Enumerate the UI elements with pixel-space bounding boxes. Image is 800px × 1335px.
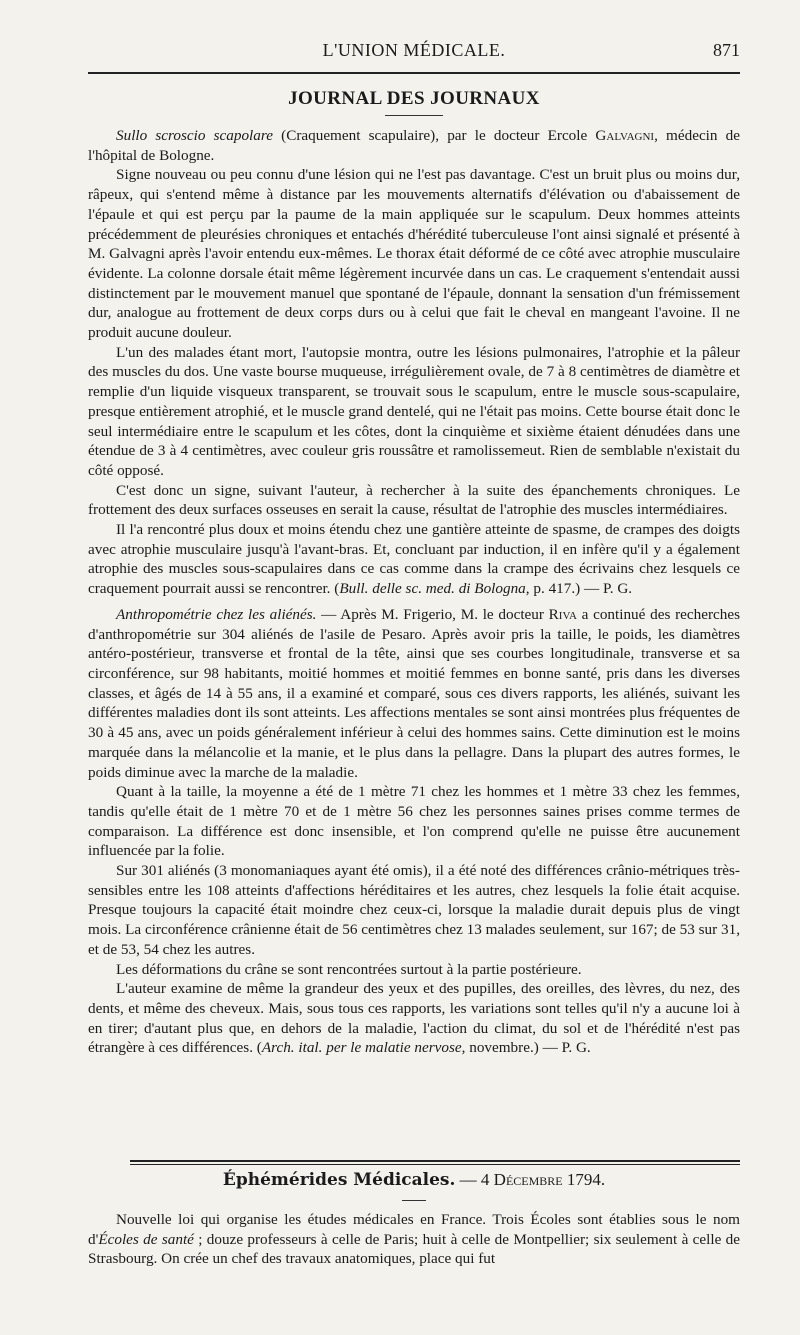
header-rule (88, 72, 740, 74)
article1-title-rest: (Craquement scapulaire), par le docteur Ercole (272, 127, 596, 144)
ephemerides-p1-a: Nouvelle loi qui organise les études médicales en France. Trois Écoles sont établies sous le nom d' (88, 1211, 740, 1248)
ephemerides-title-day: — 4 (455, 1170, 494, 1189)
article1-paragraph-4 (88, 520, 740, 599)
article1-paragraph-2: L'un des malades étant mort, l'autopsie montra, outre les lésions pulmonaires, l'atrophie et la pâleur des muscles du dos. Une vaste bourse muqueuse, irrégulièrement ovale, de 7 à 8 centimètres de diamètre et remplie d'un liquide visqueux transparent, se trouvait sous le scapulum, entre le muscle sous-scapulaire, presque entièrement atrophié, et le muscle grand dentelé, qui ne l'était pas moins. Cette bourse était donc le seul intermédiaire entre le scapulum et les côtes, dont la cinquième et sixième étaient dénudées dans une étendue de 3 à 4 centimètres, avec couleur gris roussâtre et ramolissemeut. Rien de semblable n'existait du côté opposé. (88, 343, 740, 479)
article1-p4-text: Il l'a rencontré plus doux et moins étendu chez une gantière atteinte de spasme, de crampes des doigts avec atrophie musculaire jusqu'à l'avant-bras. Et, concluant par induction, il en infère qu'il y a également atrophie des muscles sous-scapulaires dans ce cas comme dans la crampe des écrivains chez lesquels ce craquement pourrait aussi se rencontrer. ( (88, 521, 740, 598)
article1-citation: Bull. delle sc. med. di Bologna (339, 580, 526, 598)
ephemerides-rule (402, 1200, 426, 1201)
section-end-rule-thick (130, 1160, 740, 1162)
article1-paragraph-1: Signe nouveau ou peu connu d'une lésion qui ne l'est pas davantage. C'est un bruit plus ou moins dur, râpeux, qui s'entend même à distance par les mouvements alternatifs d'élévation ou d'abaissement de l'épaule et qui est perçu par la paume de la main appliquée sur le scapulum. Deux hommes atteints précédemment de pleurésies chroniques et entachés d'hérédité tuberculeuse l'ont ainsi signalé et présenté à M. Galvagni après l'avoir entendu eux-mêmes. Le thorax était déformé de ce côté avec atrophie musculaire évidente. La colonne dorsale était même légèrement incurvée dans un cas. Le craquement s'entendait aussi distinctement par le mouvement manuel que spontané de l'épaule, donnant la sensation d'un frémissement dur, analogue au frottement de deux corps durs ou à celui que fait le cheval en mangeant l'avoine. Il ne produit aucune douleur. (88, 166, 740, 342)
article2-title: Anthropométrie chez les aliénés. (116, 605, 317, 623)
page-number: 871 (713, 40, 740, 60)
article2-citation: Arch. ital. per le malatie nervose (261, 1039, 462, 1057)
article1-author: Galvagni (595, 127, 655, 144)
article2-paragraph-5 (88, 979, 740, 1058)
article2-paragraph-3: Sur 301 aliénés (3 monomaniaques ayant été omis), il a été noté des différences crânio-métriques très-sensibles entre les 108 atteints d'affections héréditaires et les autres, chez lesquels la folie était acquise. Presque toujours la capacité était moindre chez ceux-ci, lorsque la maladie durait depuis plus de vingt mois. La circonférence crânienne était de 56 centimètres chez 13 malades seulement, sur 167; de 53 sur 31, et de 53, 54 chez les autres. (88, 862, 740, 958)
article2-lead: — Après M. Frigerio, M. le docteur (316, 605, 549, 623)
article1-title: Sullo scroscio scapolare (116, 127, 273, 144)
article2-paragraph-4: Les déformations du crâne se sont rencontrées surtout à la partie postérieure. (116, 960, 582, 978)
article1-paragraph-3: C'est donc un signe, suivant l'auteur, à rechercher à la suite des épanchements chroniques. Le frottement des deux surfaces osseuses en serait la cause, résultat de l'atrophie des muscles intermédiaires. (88, 481, 740, 519)
ephemerides-p1-italic: Écoles de santé (98, 1230, 194, 1248)
ephemerides-body (88, 1210, 740, 1269)
article2-paragraph-1 (88, 605, 740, 782)
running-title: L'UNION MÉDICALE. (322, 40, 506, 60)
article2-p5-text: L'auteur examine de même la grandeur des yeux et des pupilles, des oreilles, des lèvres, du nez, des dents, et même des cheveux. Mais, sous tous ces rapports, les variations sont telles qu'il n'y a aucune loi à en tirer; d'autant plus que, en dehors de la maladie, l'action du climat, du sol et de l'hérédité n'est pas étrangère à ces différences. ( (88, 980, 740, 1057)
ephemerides-title-bold: Éphémérides Médicales. (222, 1170, 456, 1190)
ephemerides-p1-b: ; douze professeurs à celle de Paris; huit à celle de Montpellier; six seulement à celle de Strasbourg. On crée un chef des travaux anatomiques, place qui fut (88, 1230, 740, 1268)
article1-p4-end: , p. 417.) — P. G. (525, 580, 633, 598)
section-end-rule-thin (130, 1164, 740, 1165)
section-title: JOURNAL DES JOURNAUX (288, 88, 540, 109)
article-body (88, 126, 740, 1058)
title-underline (385, 115, 443, 116)
ephemerides-title (88, 1170, 740, 1190)
article1-heading (88, 126, 740, 165)
article1-title-end: , médecin de l'hôpital de Bologne. (88, 127, 741, 164)
article2-author: Riva (548, 605, 577, 623)
article2-p1-text: a continué des recherches d'anthropométrie sur 304 aliénés de l'asile de Pesaro. Après avoir pris la taille, le poids, les diamètres antéro-postérieur, transverse et frontal de la tête, ainsi que ses courbes longitudinale, transverse et sa circonférence, sur 98 habitants, moitié hommes et moitié femmes en bonne santé, pris dans les diverses classes, et âgés de 14 à 55 ans, il a examiné et comparé, sous ces divers rapports, les aliénés, suivant les différentes maladies dont ils sont atteints. Les affections mentales se sont ainsi montrées plus fréquentes de 30 à 45 ans, avec un poids généralement inférieur à celui des hommes sains. Cette diminution est le moins marquée dans la mélancolie et la manie, et le plus dans la pellagre. Dans la plupart des autres formes, le poids diminue avec la marche de la maladie. (88, 605, 740, 781)
article2-p5-end: , novembre.) — P. G. (461, 1039, 591, 1057)
page-header (88, 40, 740, 64)
ephemerides-paragraph-1 (88, 1210, 740, 1269)
ephemerides-title-year: 1794. (562, 1170, 606, 1189)
article2-paragraph-2: Quant à la taille, la moyenne a été de 1 mètre 71 chez les hommes et 1 mètre 33 chez les femmes, tandis qu'elle était de 1 mètre 70 et de 1 mètre 56 chez les personnes saines prises comme termes de comparaison. La différence est donc insensible, et l'on comprend qu'elle ne puisse être aucunement influencée par la folie. (88, 783, 740, 860)
ephemerides-title-month: Décembre (493, 1170, 563, 1189)
